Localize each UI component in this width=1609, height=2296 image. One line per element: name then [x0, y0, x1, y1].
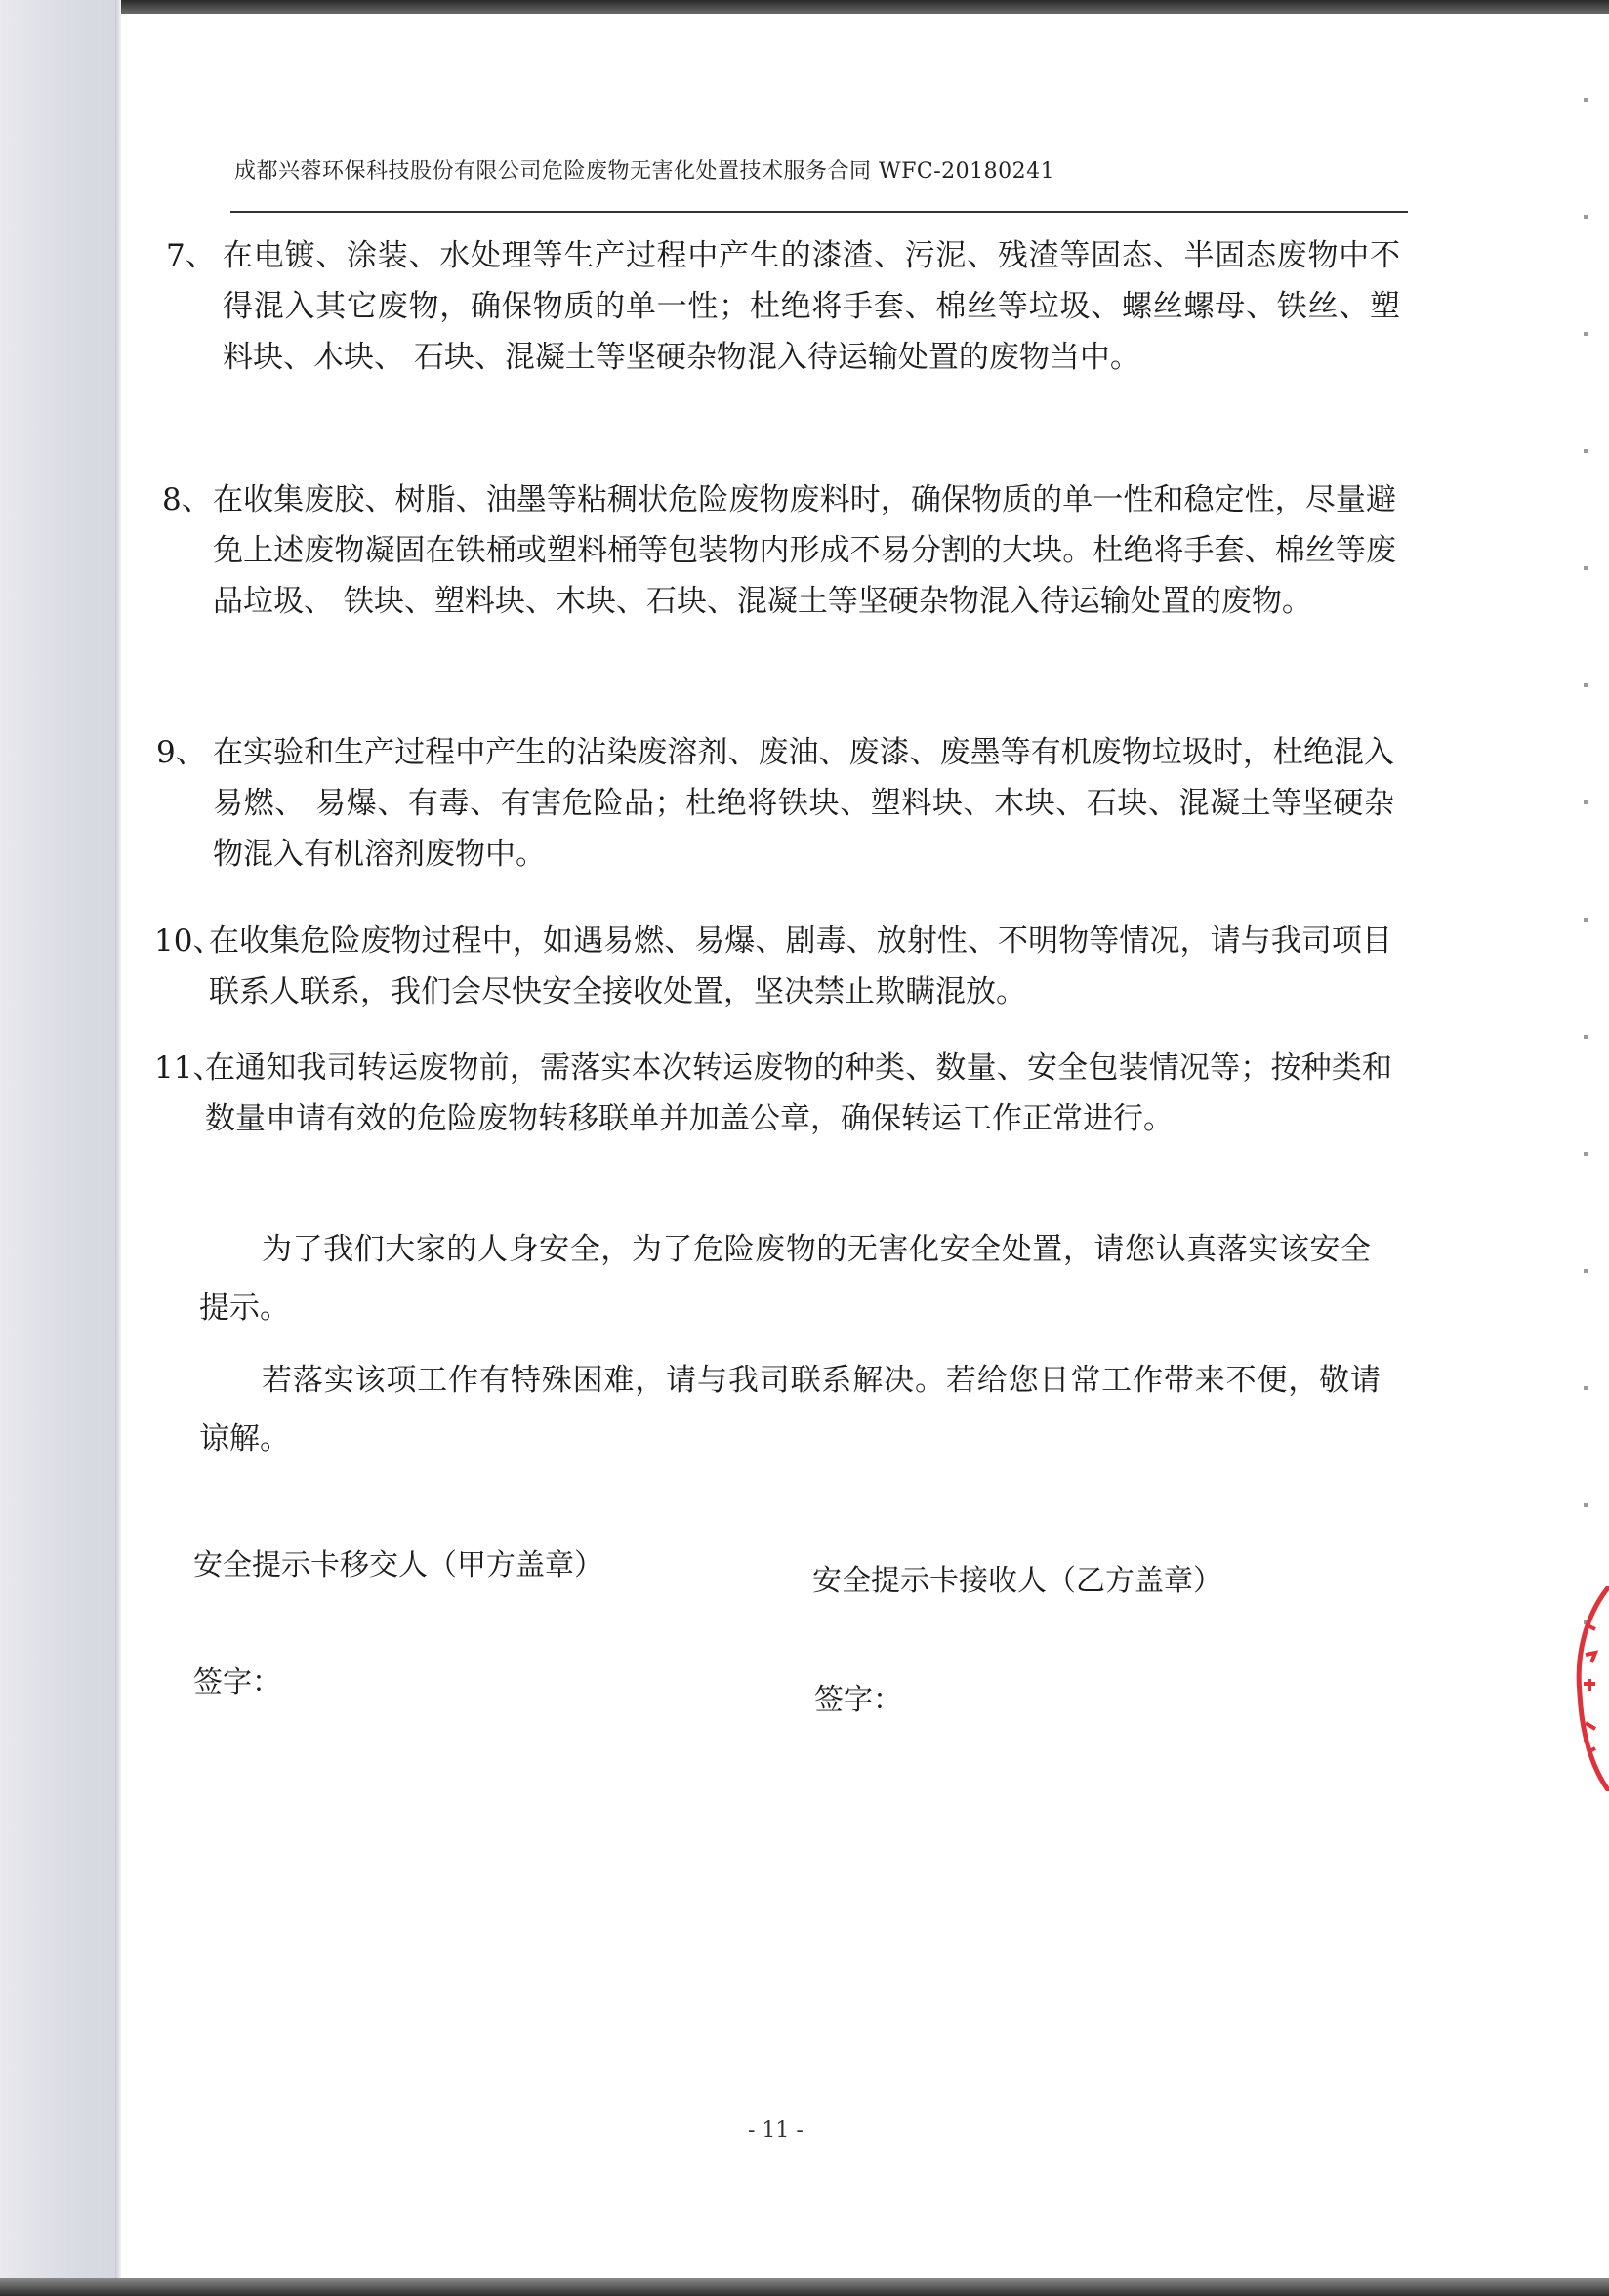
contract-header-title: 成都兴蓉环保科技股份有限公司危险废物无害化处置技术服务合同 WFC-20180241: [234, 159, 1055, 184]
party-a-signature-label: 安全提示卡移交人（甲方盖章）: [193, 1548, 603, 1582]
scan-left-edge: [115, 0, 121, 2296]
item-text: 在电镀、涂装、水处理等生产过程中产生的漆渣、污泥、残渣等固态、半固态废物中不得混入其它废物，确保物质的单一性；杜绝将手套、棉丝等垃圾、螺丝螺母、铁丝、塑料块、木块、 石块、混凝土等坚硬杂物混入待运输处置的废物当中。: [223, 238, 1400, 375]
item-number: 11、: [154, 1050, 224, 1086]
scan-right-marks: [1584, 59, 1588, 1777]
item-number: 10、: [154, 923, 224, 959]
item-number: 7、: [166, 238, 216, 273]
item-text: 在通知我司转运废物前，需落实本次转运废物的种类、数量、安全包装情况等；按种类和数量申请有效的危险废物转移联单并加盖公章，确保转运工作正常进行。: [205, 1050, 1392, 1136]
closing-paragraph-apology: 若落实该项工作有特殊困难，请与我司联系解决。若给您日常工作带来不便，敬请谅解。: [199, 1363, 1381, 1456]
party-b-sign-line: 签字：: [814, 1683, 902, 1717]
scan-bottom-border: [0, 2278, 1609, 2296]
scan-top-border: [0, 0, 1609, 14]
list-item-11: [154, 1043, 1408, 1218]
item-number: 8、: [162, 482, 212, 517]
list-item-10: [154, 916, 1408, 1033]
closing-paragraph-safety: 为了我们大家的人身安全，为了危险废物的无害化安全处置，请您认真落实该安全提示。: [199, 1232, 1371, 1326]
party-b-signature-label: 安全提示卡接收人（乙方盖章）: [812, 1564, 1222, 1598]
item-text: 在收集废胶、树脂、油墨等粘稠状危险废物废料时，确保物质的单一性和稳定性，尽量避免上述废物凝固在铁桶或塑料桶等包装物内形成不易分割的大块。杜绝将手套、棉丝等废品垃圾、 铁块、塑料块、木块、石块、混凝土等坚硬杂物混入待运输处置的废物。: [213, 482, 1396, 619]
list-item-7: [166, 230, 1408, 465]
party-a-sign-line: 签字：: [193, 1665, 281, 1700]
item-text: 在实验和生产过程中产生的沾染废溶剂、废油、废漆、废墨等有机废物垃圾时，杜绝混入易燃、 易爆、有毒、有害危险品；杜绝将铁块、塑料块、木块、石块、混凝土等坚硬杂物混入有机溶剂废物中。: [213, 735, 1394, 872]
item-number: 9、: [156, 735, 206, 770]
item-text: 在收集危险废物过程中，如遇易燃、易爆、剧毒、放射性、不明物等情况，请与我司项目联系人联系，我们会尽快安全接收处置，坚决禁止欺瞒混放。: [209, 923, 1392, 1009]
header-rule: [230, 211, 1408, 213]
list-item-8: [162, 474, 1408, 709]
scan-left-shadow: [0, 0, 117, 2296]
red-seal-fragment: [1566, 1586, 1609, 1791]
page-number: - 11 -: [748, 2118, 804, 2143]
list-item-9: [156, 727, 1408, 903]
